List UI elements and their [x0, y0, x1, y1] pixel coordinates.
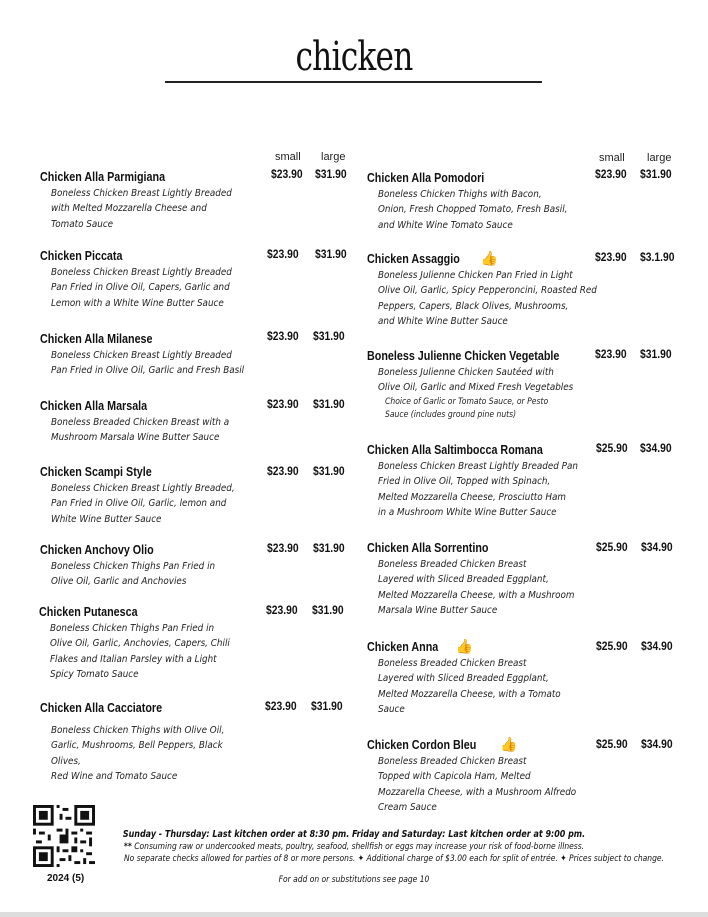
item-name: Chicken Cordon Bleu [367, 738, 477, 752]
price-large: $31.90 [640, 167, 672, 181]
item-description: Boneless Chicken Thighs with Bacon, Onion, Fresh Chopped Tomato, Fresh Basil, and White Wine Tomato Sauce [378, 189, 568, 231]
edition-year: 2024 (5) [47, 873, 85, 884]
price-small: $23.90 [271, 167, 303, 181]
kitchen-hours: Sunday - Thursday: Last kitchen order at 8:30 pm. Friday and Saturday: Last kitchen order at 9:00 pm. [122, 829, 586, 840]
price-large: $31.90 [313, 541, 345, 555]
thumbs-up-icon: 👍 [455, 638, 474, 655]
item-name: Chicken Alla Sorrentino [367, 541, 489, 555]
item-name: Chicken Alla Cacciatore [40, 701, 163, 715]
advisory-stars: ** [123, 842, 132, 852]
item-description: Boneless Chicken Breast Lightly Breaded Pan Fried in Olive Oil, Capers, Garlic and Lemon with a White Wine Butter Sauce [51, 267, 232, 309]
item-description: Boneless Breaded Chicken Breast with a Mushroom Marsala Wine Butter Sauce [51, 417, 230, 444]
menu-item [40, 699, 281, 785]
menu-item [40, 397, 281, 446]
menu-item [40, 463, 281, 527]
price-small: $23.90 [265, 699, 297, 713]
menu-item [39, 603, 280, 683]
advisory-text: Consuming raw or undercooked meats, poultry, seafood, shellfish or eggs may increase your risk of food-borne illness. [134, 842, 585, 852]
item-name: Chicken Alla Saltimbocca Romana [367, 443, 543, 457]
item-description: Boneless Breaded Chicken Breast Layered with Sliced Breaded Eggplant, Melted Mozzarella Cheese, with a Mushroom Marsala Wine Butter Sauce [378, 559, 575, 617]
price-large: $34.90 [641, 737, 673, 751]
right-small-header: small [599, 152, 625, 164]
item-description: Boneless Breaded Chicken Breast Topped with Capicola Ham, Melted Mozzarella Cheese, with a Mushroom Alfredo Cream Sauce [378, 756, 577, 814]
item-name: Chicken Alla Marsala [40, 399, 148, 413]
consumer-advisory [57, 842, 652, 852]
price-small: $25.90 [596, 737, 628, 751]
left-large-header: large [321, 151, 346, 163]
price-small: $23.90 [267, 329, 299, 343]
price-large: $34.90 [641, 540, 673, 554]
item-name: Chicken Anchovy Olio [40, 543, 154, 557]
item-name: Chicken Anna [367, 640, 439, 654]
item-name: Boneless Julienne Chicken Vegetable [367, 349, 560, 363]
item-description: Boneless Chicken Breast Lightly Breaded Pan Fried in Olive Oil, Topped with Spinach, Melted Mozzarella Cheese, Prosciutto Ham in a Mushroom White Wine Butter Sauce [378, 461, 578, 519]
price-large: $31.90 [311, 699, 343, 713]
price-large: $31.90 [315, 167, 347, 181]
item-description: Boneless Chicken Breast Lightly Breaded, Pan Fried in Olive Oil, Garlic, lemon and White Wine Butter Sauce [51, 483, 235, 525]
thumbs-up-icon: 👍 [500, 736, 518, 753]
price-small: $25.90 [596, 639, 628, 653]
item-name: Chicken Piccata [40, 249, 123, 263]
item-description: Boneless Chicken Breast Lightly Breaded with Melted Mozzarella Cheese and Tomato Sauce [51, 188, 232, 230]
thumbs-up-icon: 👍 [480, 250, 499, 267]
item-description: Boneless Chicken Thighs Pan Fried in Olive Oil, Garlic and Anchovies [51, 561, 216, 588]
price-small: $23.90 [267, 247, 299, 261]
menu-item [40, 541, 281, 590]
item-name: Chicken Scampi Style [40, 465, 152, 479]
item-description: Boneless Chicken Thighs Pan Fried in Olive Oil, Garlic, Anchovies, Capers, Chili Flakes and Italian Parsley with a Light Spicy Tomato Sauce [50, 623, 230, 681]
item-name: Chicken Alla Pomodori [367, 171, 485, 185]
price-small: $23.90 [267, 397, 299, 411]
price-large: $31.90 [313, 397, 345, 411]
price-large: $31.90 [313, 329, 345, 343]
item-name: Chicken Alla Milanese [40, 332, 153, 346]
item-name: Chicken Putanesca [39, 605, 138, 619]
menu-item [40, 168, 281, 232]
price-large: $31.90 [313, 464, 345, 478]
item-description: Boneless Breaded Chicken Breast Layered with Sliced Breaded Eggplant, Melted Mozzarella Cheese, with a Tomato Sauce [378, 658, 561, 716]
addons-note: For add on or substitutions see page 10 [278, 875, 430, 885]
menu-item [367, 250, 628, 330]
price-large: $31.90 [640, 347, 672, 361]
page-bottom-edge [0, 912, 708, 917]
item-description: Boneless Chicken Breast Lightly Breaded Pan Fried in Olive Oil, Garlic and Fresh Basil [51, 350, 245, 377]
page-title: chicken [295, 34, 413, 80]
item-description: Boneless Chicken Thighs with Olive Oil, Garlic, Mushrooms, Bell Peppers, Black Olives, Red Wine and Tomato Sauce [51, 725, 225, 783]
item-name: Chicken Assaggio [367, 252, 460, 266]
menu-item [40, 247, 281, 311]
price-large: $31.90 [312, 603, 344, 617]
menu-item [367, 539, 608, 619]
left-small-header: small [275, 151, 301, 163]
item-description: Boneless Julienne Chicken Pan Fried in Light Olive Oil, Garlic, Spicy Pepperoncini, Roasted Red Peppers, Capers, Black Olives, Mushrooms, and White Wine Butter Sauce [378, 270, 597, 328]
price-small: $25.90 [596, 540, 628, 554]
item-name: Chicken Alla Parmigiana [40, 170, 166, 184]
right-large-header: large [647, 152, 672, 164]
price-small: $23.90 [266, 603, 298, 617]
price-small: $23.90 [267, 464, 299, 478]
price-large: $31.90 [315, 247, 347, 261]
menu-item [367, 638, 608, 718]
price-small: $25.90 [596, 441, 628, 455]
policies: No separate checks allowed for parties of 8 or more persons. ✦ Additional charge of $3.00 each for split of entrée. ✦ Prices subject to change. [124, 854, 664, 864]
title-rule [165, 81, 542, 83]
price-large: $34.90 [640, 441, 672, 455]
price-large: $34.90 [641, 639, 673, 653]
menu-item [367, 169, 608, 233]
menu-item [367, 441, 608, 521]
item-description: Boneless Julienne Chicken Sautéed with Olive Oil, Garlic and Mixed Fresh Vegetables [378, 367, 574, 394]
item-note: Choice of Garlic or Tomato Sauce, or Pesto Sauce (includes ground pine nuts) [385, 396, 549, 420]
price-small: $23.90 [595, 167, 627, 181]
menu-item [40, 330, 281, 379]
price-small: $23.90 [595, 347, 627, 361]
price-large: $3.1.90 [640, 250, 675, 264]
menu-item [367, 347, 608, 422]
menu-item [367, 736, 608, 816]
price-small: $23.90 [595, 250, 627, 264]
price-small: $23.90 [267, 541, 299, 555]
